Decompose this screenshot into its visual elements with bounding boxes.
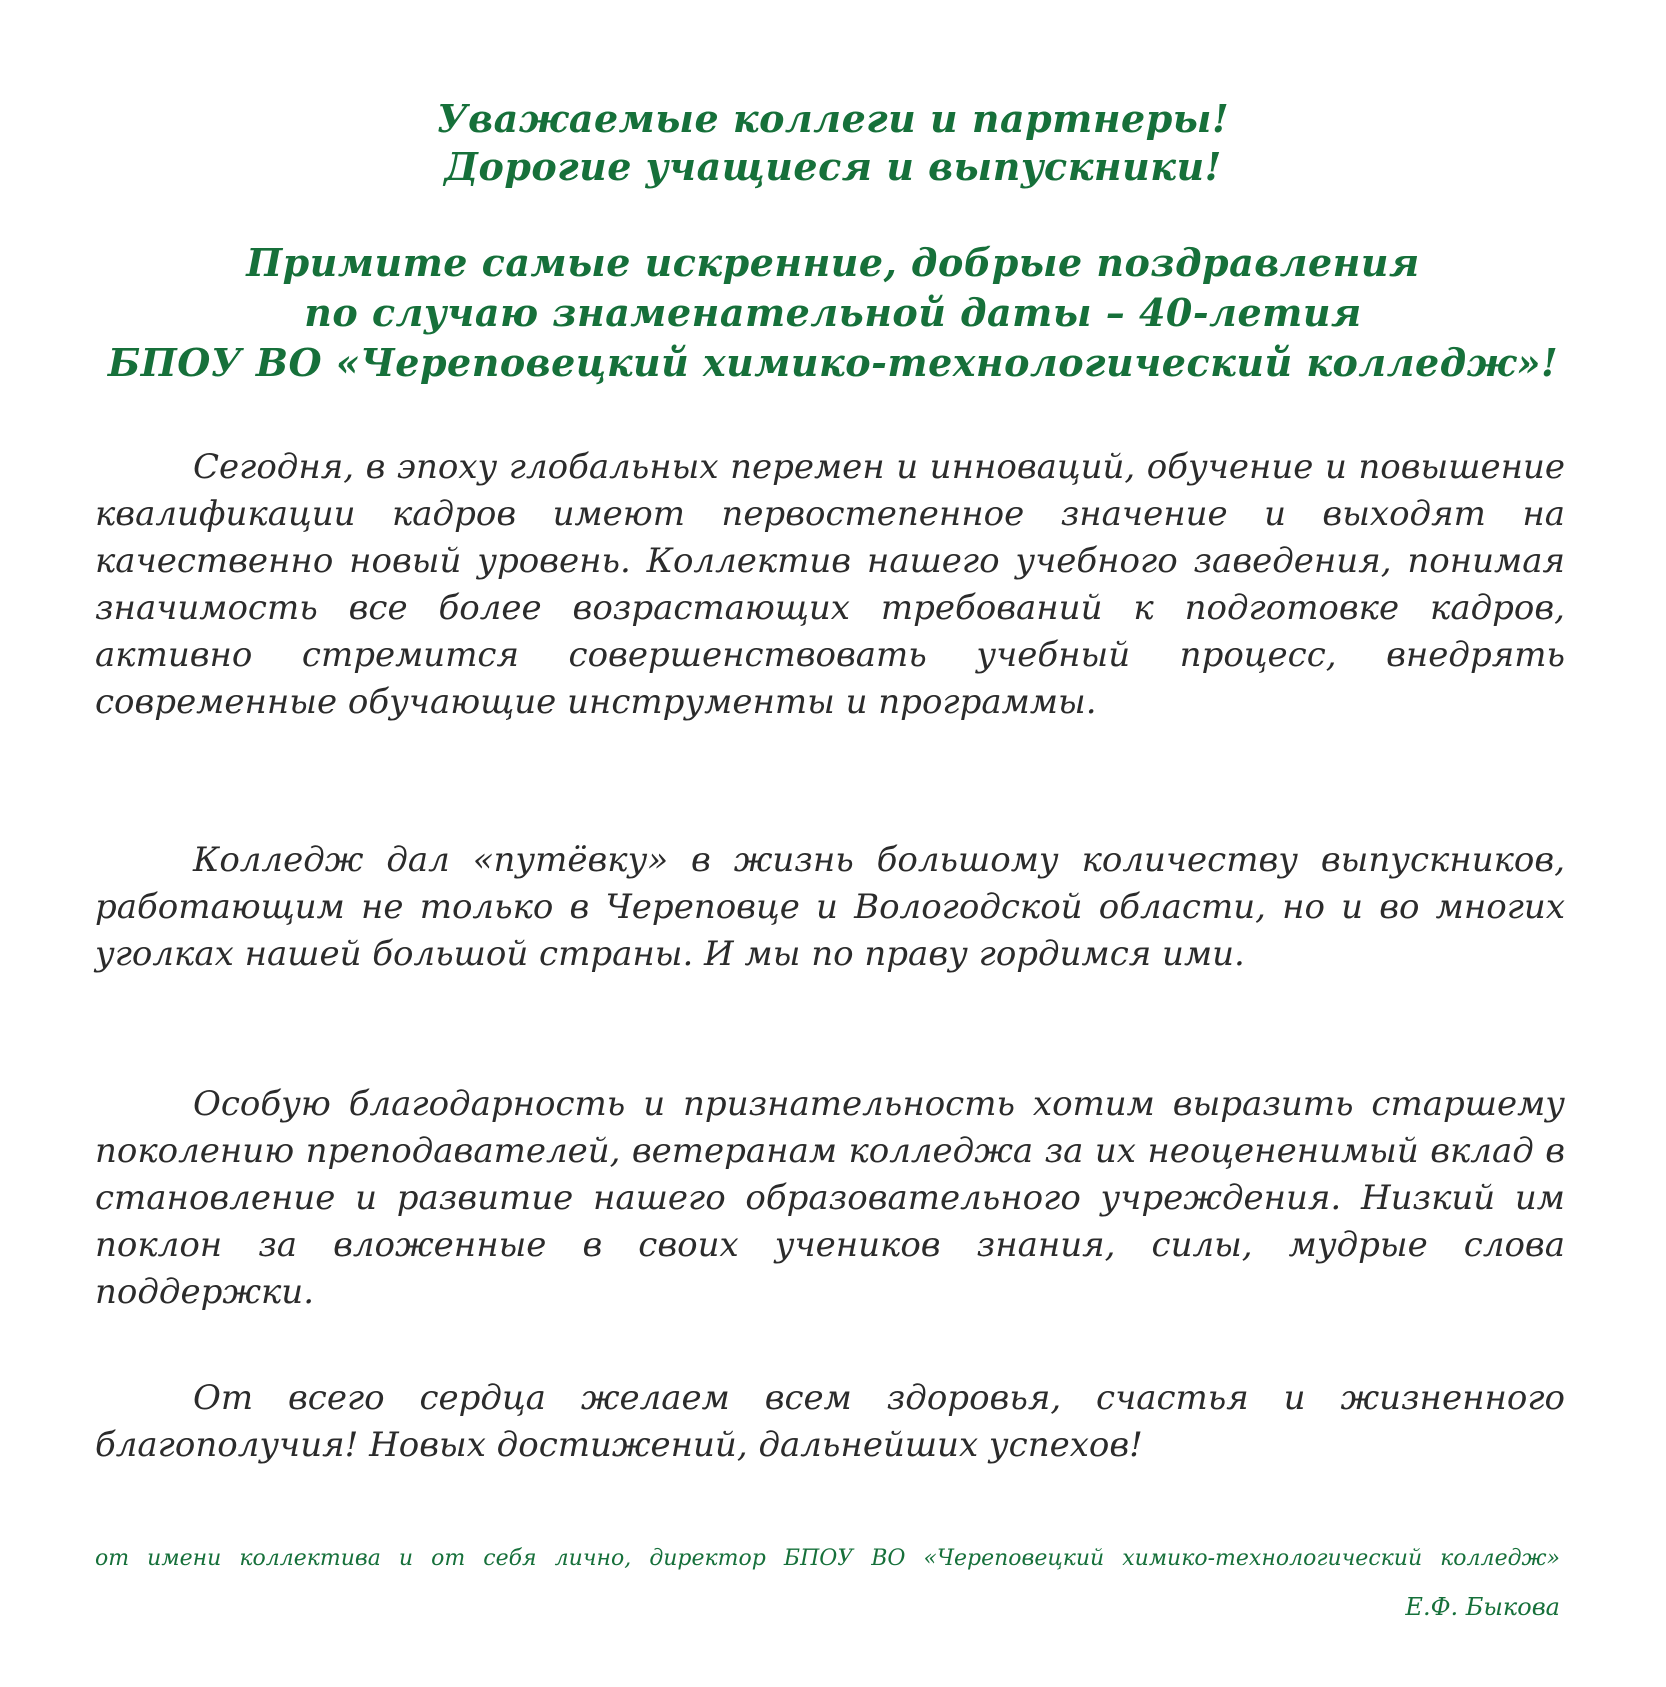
body-paragraph-education bbox=[95, 444, 1565, 726]
signature-name: Е.Ф. Быкова bbox=[1405, 1593, 1560, 1621]
congratulation-line-1: Примите самые искренние, добрые поздравления bbox=[246, 240, 1420, 285]
paragraph-text: От всего сердца желаем всем здоровья, счастья и жизненного благополучия! Новых достижений, дальнейших успехов! bbox=[95, 1378, 1565, 1465]
signature-line: от имени коллектива и от себя лично, директор БПОУ ВО «Череповецкий химико-технологический колледж» bbox=[95, 1546, 1560, 1571]
greeting-line-colleagues: Уважаемые коллеги и партнеры! bbox=[436, 96, 1230, 141]
paragraph-text: Сегодня, в эпоху глобальных перемен и инноваций, обучение и повышение квалификации кадров имеют первостепенное значение и выходят на качественно новый уровень. Коллектив нашего учебного заведения, понимая значимость все более возрастающих требований к подготовке кадров, активно стремится совершенствовать учебный процесс, внедрять современные обучающие инструменты и программы. bbox=[95, 447, 1565, 722]
paragraph-text: Колледж дал «путёвку» в жизнь большому количеству выпускников, работающим не только в Череповце и Вологодской области, но и во многих уголках нашей большой страны. И мы по праву гордимся ими. bbox=[95, 840, 1565, 974]
greeting-heading bbox=[0, 95, 1666, 191]
body-paragraph-gratitude bbox=[95, 1081, 1565, 1316]
greeting-line-students: Дорогие учащиеся и выпускники! bbox=[444, 144, 1222, 189]
congratulation-line-3: БПОУ ВО «Череповецкий химико-технологический колледж»! bbox=[107, 340, 1559, 385]
body-paragraph-wishes bbox=[95, 1375, 1565, 1469]
paragraph-text: Особую благодарность и признательность хотим выразить старшему поколению преподавателей, ветеранам колледжа за их неоцененимый вклад в становление и развитие нашего образовательного учреждения. Низкий им поклон за вложенные в своих учеников знания, силы, мудрые слова поддержки. bbox=[95, 1084, 1565, 1312]
body-paragraph-graduates bbox=[95, 837, 1565, 978]
congratulation-heading bbox=[0, 238, 1666, 388]
congratulation-line-2: по случаю знаменательной даты – 40-летия bbox=[304, 290, 1362, 335]
